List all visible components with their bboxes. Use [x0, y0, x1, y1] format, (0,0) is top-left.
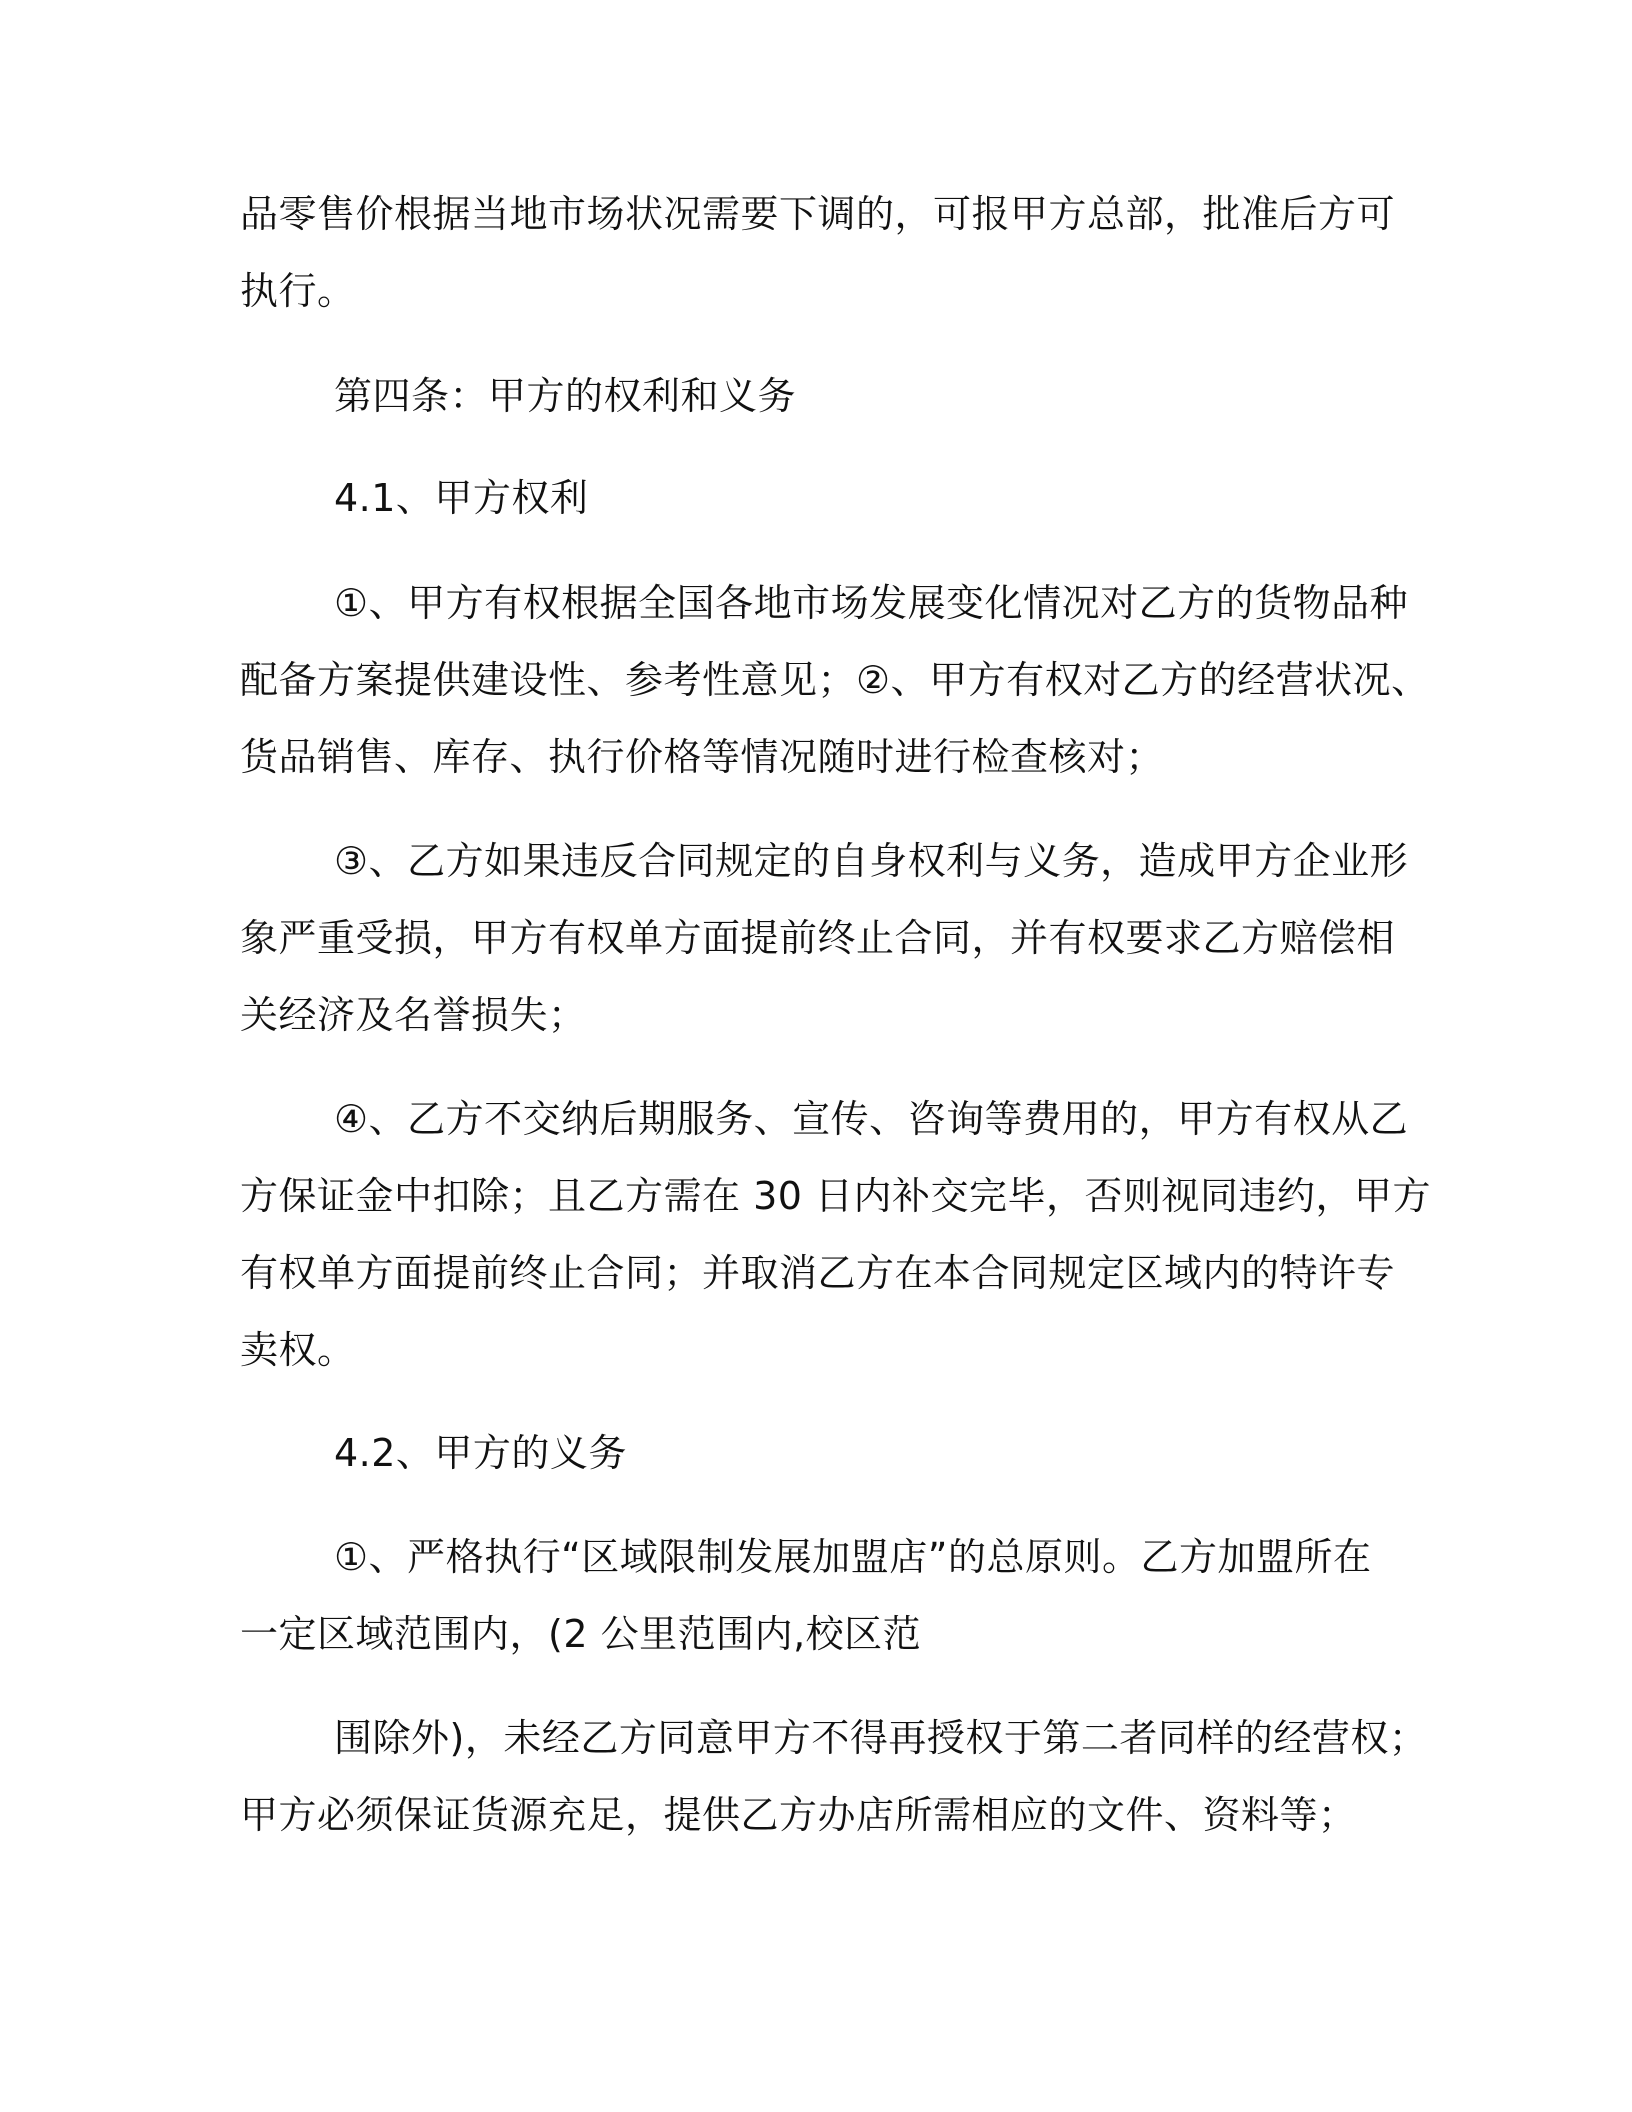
- text-line: 配备方案提供建设性、参考性意见；②、甲方有权对乙方的经营状况、: [240, 658, 1430, 702]
- text-line: 象严重受损，甲方有权单方面提前终止合同，并有权要求乙方赔偿相: [240, 916, 1396, 960]
- text-line: ①、严格执行“区域限制发展加盟店”的总原则。乙方加盟所在: [334, 1535, 1372, 1579]
- text-line: 货品销售、库存、执行价格等情况随时进行检查核对；: [240, 735, 1165, 779]
- text-line: 执行。: [240, 269, 356, 313]
- text-line: 方保证金中扣除；且乙方需在 30 日内补交完毕，否则视同违约，甲方: [240, 1174, 1432, 1218]
- text-line: 关经济及名誉损失；: [240, 993, 587, 1037]
- text-line: 甲方必须保证货源充足，提供乙方办店所需相应的文件、资料等；: [240, 1793, 1357, 1837]
- text-line: 围除外)，未经乙方同意甲方不得再授权于第二者同样的经营权；: [334, 1716, 1428, 1760]
- text-line: 卖权。: [240, 1328, 356, 1372]
- text-line: ④、乙方不交纳后期服务、宣传、咨询等费用的，甲方有权从乙: [334, 1097, 1409, 1141]
- subsection-heading: 4.1、甲方权利: [334, 476, 589, 520]
- text-line: 一定区域范围内，(2 公里范围内,校区范: [240, 1612, 922, 1656]
- subsection-heading: 4.2、甲方的义务: [334, 1431, 627, 1475]
- text-line: ③、乙方如果违反合同规定的自身权利与义务，造成甲方企业形: [334, 839, 1409, 883]
- text-line: 品零售价根据当地市场状况需要下调的，可报甲方总部，批准后方可: [240, 192, 1396, 236]
- section-heading: 第四条：甲方的权利和义务: [334, 374, 797, 418]
- text-line: ①、甲方有权根据全国各地市场发展变化情况对乙方的货物品种: [334, 581, 1409, 625]
- text-line: 有权单方面提前终止合同；并取消乙方在本合同规定区域内的特许专: [240, 1251, 1396, 1295]
